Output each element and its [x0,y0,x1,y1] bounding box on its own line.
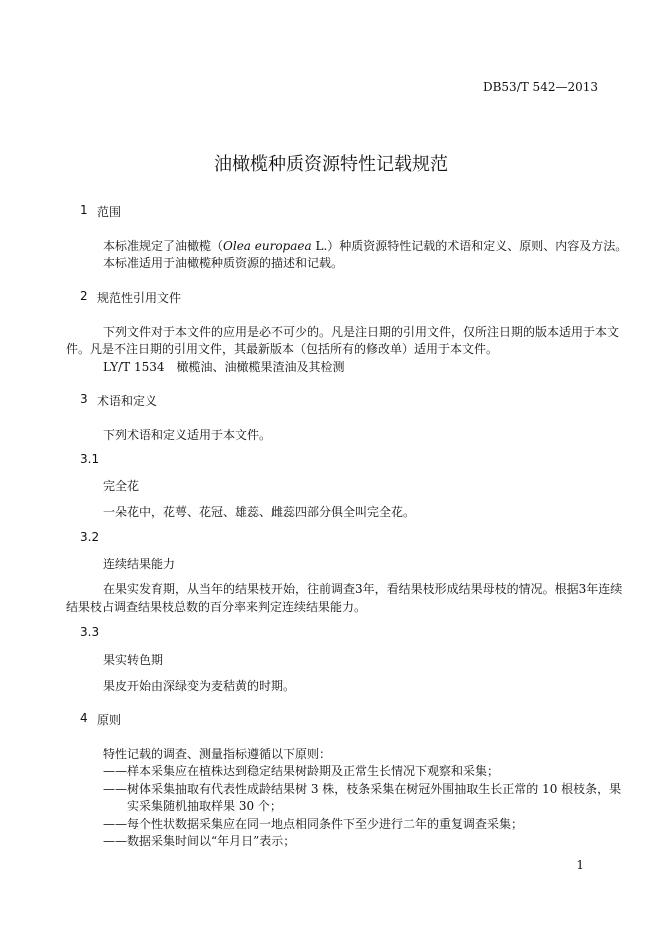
term-3-2-name: 连续结果能力 [103,557,176,571]
section-1-paragraph-2: 本标准适用于油橄榄种质资源的描述和记载。 [103,256,344,270]
normative-reference: LY/T 1534 橄榄油、油橄榄果渣油及其检测 [103,360,345,374]
document-title: 油橄榄种质资源特性记载规范 [214,154,448,175]
term-3-3-number: 3.3 [80,625,100,639]
principle-item: ——每个性状数据采集应在同一地点相同条件下至少进行二年的重复调查采集； [103,817,524,831]
term-3-2-definition-line-2: 结果枝占调查结果枝总数的百分率来判定连续结果能力。 [66,600,367,614]
term-3-3-definition: 果皮开始由深绿变为麦秸黄的时期。 [103,679,296,693]
section-3-paragraph: 下列术语和定义适用于本文件。 [103,428,272,442]
term-3-1-definition: 一朵花中，花萼、花冠、雄蕊、雌蕊四部分俱全叫完全花。 [103,505,416,519]
section-2-heading: 规范性引用文件 [97,291,182,305]
principle-item: ——数据采集时间以“年月日”表示； [103,834,296,848]
standard-number: DB53/T 542—2013 [482,80,598,94]
term-3-1-name: 完全花 [103,479,140,493]
section-2-paragraph-line-1: 下列文件对于本文件的应用是必不可少的。凡是注日期的引用文件，仅所注日期的版本适用于本文 [103,325,620,339]
section-1-paragraph-1: 本标准规定了油橄榄（Olea europaea L.）种质资源特性记载的术语和定义、原则、内容及方法。 [103,239,628,253]
section-4-heading: 原则 [97,713,122,727]
section-3-heading: 术语和定义 [97,394,158,408]
section-2-paragraph-line-2: 件。凡是不注日期的引用文件，其最新版本（包括所有的修改单）适用于本文件。 [66,342,499,356]
section-2-number: 2 [80,289,88,303]
section-4-intro: 特性记载的调查、测量指标遵循以下原则： [103,747,332,761]
section-1-heading: 范围 [97,205,122,219]
section-3-number: 3 [80,392,88,406]
latin-name: Olea europaea [223,239,312,253]
principle-item-continuation: 实采集随机抽取样果 30 个； [127,799,282,813]
term-3-2-number: 3.2 [80,530,100,544]
principle-item: ——样本采集应在植株达到稳定结果树龄期及正常生长情况下观察和采集； [103,764,500,778]
term-3-2-definition-line-1: 在果实发育期，从当年的结果枝开始，往前调查3年，看结果枝形成结果母枝的情况。根据3年连续 [103,582,623,596]
page-number: 1 [576,858,584,872]
term-3-3-name: 果实转色期 [103,653,164,667]
section-1-number: 1 [80,203,88,217]
term-3-1-number: 3.1 [80,452,100,466]
principle-item: ——树体采集抽取有代表性成龄结果树 3 株，枝条采集在树冠外围抽取生长正常的 10 根枝条，果 [103,782,622,796]
section-4-number: 4 [80,711,88,725]
